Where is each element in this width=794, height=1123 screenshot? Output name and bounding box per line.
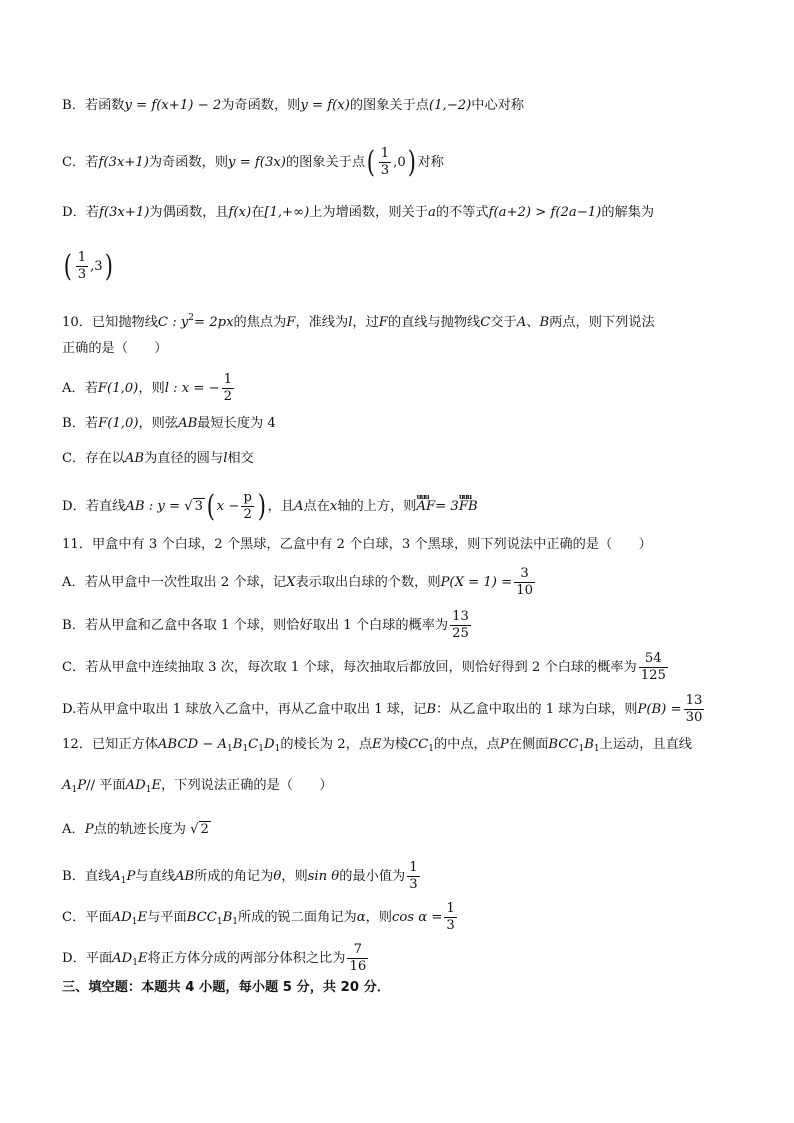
formula: l [348, 315, 353, 330]
formula: CC [408, 737, 429, 752]
text: 的中点，点 [433, 737, 500, 752]
formula: P [499, 737, 509, 752]
formula: y = f(x) [300, 98, 350, 113]
q10-stem-2: 正确的是（ ） [62, 341, 168, 356]
text: 为奇函数，则 [221, 98, 301, 113]
q9-option-d [62, 203, 742, 223]
text: ，则弦 [138, 416, 179, 431]
text: 若 [85, 205, 99, 220]
text: 与平面 [147, 910, 187, 925]
option-label: C．存在以 [62, 451, 125, 466]
formula: A [516, 315, 527, 330]
formula: P(B) = [637, 702, 682, 717]
text: // 平面 [86, 778, 126, 793]
text: 的直线与抛物线 [387, 315, 481, 330]
text: 的解集为 [601, 205, 655, 220]
section-3-heading: 三、填空题：本题共 4 小题，每小题 5 分，共 20 分． [62, 980, 390, 995]
text: 的图象关于点 [285, 155, 366, 170]
text: 在 [251, 205, 265, 220]
text: ，则 [138, 381, 165, 396]
option-label: A．若 [62, 381, 98, 396]
q9-option-d-answer: ( $\frac{1}{3}$ ,3) [63, 248, 113, 284]
text: 上运动，且直线 [599, 737, 692, 752]
text: 的最小值为 [339, 869, 406, 884]
text: 对称 [417, 155, 444, 170]
formula: F(1,0) [97, 381, 139, 396]
text: ，则 [281, 869, 308, 884]
q12-stem-2: $A_1P//$ 平面$AD_1E$，下列说法正确的是（ ） [62, 778, 333, 795]
option-label: C．若从甲盒中连续抽取 3 次，每次取 1 个球，每次抽取后都放回，则恰好得到 2 个白球的概率为 [62, 660, 637, 675]
q10-option-c [62, 449, 742, 469]
option-label: D.若从甲盒中取出 1 球放入乙盒中，再从乙盒中取出 1 球，记 [62, 702, 427, 717]
formula: D [264, 737, 275, 752]
text: ，则 [365, 910, 392, 925]
question-number: 12．已知正方体 [62, 737, 158, 752]
formula: AB [174, 869, 195, 884]
text: ,3 [90, 259, 103, 274]
text: 两点，则下列说法 [549, 315, 655, 330]
text: 若 [85, 155, 99, 170]
formula: E [137, 910, 148, 925]
text: 最短长度为 4 [197, 416, 276, 431]
formula: F [286, 315, 296, 330]
fraction: $\frac{1}{3}$ [77, 250, 87, 282]
text: ，且 [267, 499, 295, 514]
question-number: 10．已知抛物线 [62, 315, 158, 330]
text: ，过 [352, 315, 379, 330]
text: 若函数 [84, 98, 125, 113]
formula: P [126, 869, 136, 884]
option-label: D．若直线 [62, 499, 126, 514]
formula: P [77, 778, 87, 793]
formula: BCC [186, 910, 217, 925]
q12-option-d: D．平面$AD_1E$将正方体分成的两部分体积之比为 $\frac{7}{16}$ [62, 942, 367, 974]
text: 的焦点为 [233, 315, 287, 330]
q11-stem: 11．甲盒中有 3 个白球，2 个黑球，乙盒中有 2 个白球，3 个黑球，则下列说法中正确的是（ ） [62, 537, 652, 552]
formula: x − [216, 499, 240, 514]
formula: α [356, 910, 366, 925]
option-label: D． [62, 205, 86, 220]
formula: f(3x+1) [98, 155, 149, 170]
text: 为棱 [381, 737, 409, 752]
q12-option-b: B．直线$A_1P$与直线AB所成的角记为θ，则sin θ的最小值为 $\frac{1}{3}$ [62, 860, 418, 892]
formula: θ [273, 869, 282, 884]
fraction: $\frac{1}{3}$ [380, 146, 390, 178]
fraction: $\frac{3}{10}$ [516, 566, 533, 598]
q11-option-b [62, 609, 742, 642]
q11-option-d [62, 693, 742, 726]
formula: 2 [200, 822, 209, 837]
q10-stem: 10．已知抛物线C : $y^2= 2px$的焦点为F，准线为l，过F的直线与抛物线C交于A、B两点，则下列说法 [62, 313, 655, 330]
fraction: $\frac{13}{25}$ [452, 609, 469, 641]
fraction: $\frac{54}{125}$ [640, 651, 666, 683]
formula: y = f(x+1) − 2 [124, 98, 222, 113]
formula: (1,−2) [428, 98, 472, 113]
formula: B [426, 702, 437, 717]
formula: P(X = 1) = [440, 575, 513, 590]
formula: A [62, 778, 72, 793]
option-label: A．若从甲盒中一次性取出 2 个球，记 [62, 575, 287, 590]
q9-option-b [62, 96, 742, 116]
formula: f(a+2) > f(2a−1) [488, 205, 602, 220]
formula: l [223, 451, 228, 466]
formula: AD [111, 910, 132, 925]
formula: ABCD − A [157, 737, 227, 752]
formula: E [137, 951, 148, 966]
text: 将正方体分成的两部分体积之比为 [147, 951, 346, 966]
text: ，准线为 [295, 315, 349, 330]
formula: 3 [194, 499, 204, 514]
option-label: B．若从甲盒和乙盒中各取 1 个球，则恰好取出 1 个白球的概率为 [62, 618, 449, 633]
formula: = 3 [435, 499, 459, 514]
formula: A [111, 869, 121, 884]
q9-option-c: C．若f(3x+1)为奇函数，则y = f(3x)的图象关于点( $\frac{1}{3}$ ,0) 对称 [62, 144, 444, 180]
formula: E [372, 737, 382, 752]
text: 的不等式 [435, 205, 489, 220]
q12-option-c: C．平面$AD_1E$与平面$BCC_1B_1$所成的锐二面角记为α，则cos α = $\frac{1}{3}$ [62, 901, 455, 933]
q12-stem: 12．已知正方体ABCD − $A_1B_1C_1D_1$的棱长为 2，点E为棱$CC_1$的中点，点P在侧面$BCC_1B_1$上运动，且直线 [62, 737, 692, 754]
formula: sin θ [307, 869, 340, 884]
formula: A [294, 499, 304, 514]
q10-option-d: D．若直线AB : y = √ 3 ( x − $\frac{p}{2}$ ) ，且A点在x轴的上方，则uuu AF= 3uuu FB [62, 490, 742, 523]
q12-option-a: A．P点的轨迹长度为 √ 2 [62, 822, 209, 837]
fraction: $\frac{1}{2}$ [223, 372, 233, 404]
text: 点在 [303, 499, 330, 514]
formula: AD [125, 778, 146, 793]
formula: C [480, 315, 491, 330]
formula: f(3x+1) [98, 205, 150, 220]
formula: E [151, 778, 162, 793]
vector: uuu AF [416, 497, 435, 517]
q10-option-a [62, 372, 742, 405]
formula: B [232, 737, 243, 752]
option-label: D．平面 [62, 951, 113, 966]
option-label: B． [62, 98, 85, 113]
text: 与直线 [135, 869, 175, 884]
text: 的棱长为 2，点 [280, 737, 373, 752]
text: 在侧面 [508, 737, 549, 752]
formula: a [427, 205, 436, 220]
formula: C [248, 737, 259, 752]
formula: y = f(3x) [228, 155, 286, 170]
fraction: $\frac{7}{16}$ [349, 942, 367, 974]
text: 表示取出白球的个数，则 [295, 575, 441, 590]
formula: B [584, 737, 594, 752]
formula: F(1,0) [98, 416, 139, 431]
text: 轴的上方，则 [337, 499, 417, 514]
q11-option-a [62, 566, 742, 599]
q10-option-b [62, 414, 742, 434]
formula: l : x = − [164, 381, 220, 396]
formula: C : y [157, 315, 189, 330]
formula: f(x) [228, 205, 252, 220]
fraction: $\frac{p}{2}$ [243, 490, 252, 522]
option-label: C．平面 [62, 910, 112, 925]
vector: uuu FB [459, 497, 478, 517]
text: 相交 [227, 451, 254, 466]
formula: AB [178, 416, 198, 431]
text: 的图象关于点 [349, 98, 429, 113]
text: 所成的锐二面角记为 [238, 910, 357, 925]
formula: B [539, 315, 550, 330]
text: 点的轨迹长度为 [93, 822, 186, 837]
text: 中心对称 [471, 98, 525, 113]
text: 交于 [490, 315, 517, 330]
formula: P [84, 822, 94, 837]
text: 为奇函数，则 [148, 155, 229, 170]
text: 所成的角记为 [194, 869, 274, 884]
fraction: $\frac{1}{3}$ [409, 860, 418, 892]
text: ,0 [393, 155, 406, 170]
text: 上为增函数，则关于 [309, 205, 428, 220]
formula: BCC [548, 737, 579, 752]
text: 为偶函数，且 [149, 205, 229, 220]
fraction: $\frac{13}{30}$ [685, 693, 703, 725]
text: 为直径的圆与 [144, 451, 224, 466]
formula: AD [112, 951, 133, 966]
formula: x [329, 499, 338, 514]
formula: X [286, 575, 296, 590]
formula: cos α = [391, 910, 443, 925]
text: ：从乙盒中取出的 1 球为白球，则 [436, 702, 638, 717]
text: ，下列说法正确的是（ ） [161, 778, 333, 793]
formula: B [222, 910, 233, 925]
option-label: C． [62, 155, 86, 170]
option-label: A． [62, 822, 85, 837]
q11-option-c [62, 651, 742, 684]
option-label: B．若 [62, 416, 99, 431]
text: 、 [526, 315, 540, 330]
fraction: $\frac{1}{3}$ [446, 901, 455, 933]
formula: AB [124, 451, 145, 466]
formula: F [378, 315, 388, 330]
formula: [1,+∞) [264, 205, 310, 220]
formula: AB : y = [125, 499, 181, 514]
formula: = 2px [194, 315, 234, 330]
option-label: B．直线 [62, 869, 112, 884]
